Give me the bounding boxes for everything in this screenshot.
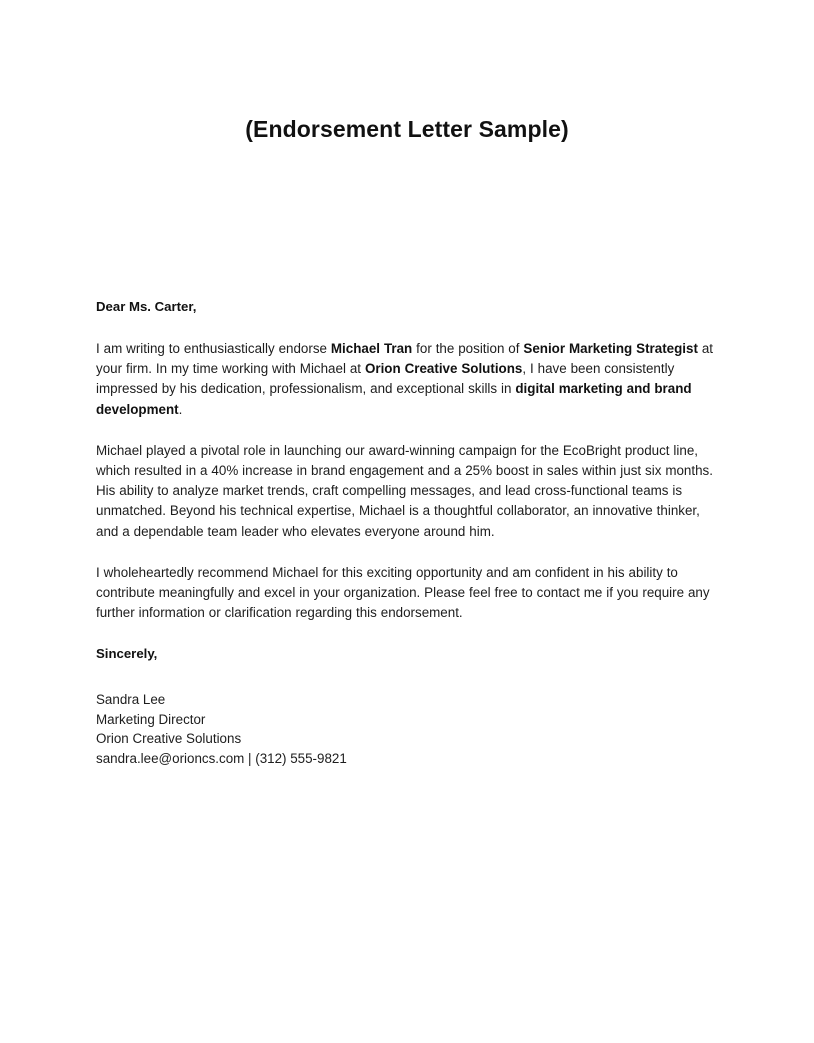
paragraph-endorsement-intro: I am writing to enthusiastically endorse Michael Tran for the position of Senior Marketing Strategist at your firm. In my time working with Michael at Orion Creative Solutions, I have been consistently impressed by his dedication, professionalism, and exceptional skills in digital marketing and brand development. [96, 341, 714, 417]
emphasis-text: Orion Creative Solutions [364, 361, 523, 377]
paragraph-achievements: Michael played a pivotal role in launching our award-winning campaign for the EcoBright product line, which resulted in a 40% increase in brand engagement and a 25% boost in sales within just six months. His ability to analyze market trends, craft compelling messages, and lead cross-functional teams is unmatched. Beyond his technical expertise, Michael is a thoughtful collaborator, an innovative thinker, and a dependable team leader who elevates everyone around him. [96, 442, 713, 539]
signature-block [96, 690, 720, 768]
salutation: Dear Ms. Carter, [96, 299, 197, 314]
signer-job-title: Marketing Director [96, 711, 206, 727]
emphasis-text: digital marketing and brand development [96, 381, 692, 417]
emphasis-text: Michael Tran [330, 341, 413, 356]
page-title: (Endorsement Letter Sample) [245, 116, 569, 142]
signer-company: Orion Creative Solutions [96, 731, 242, 747]
paragraph-list [96, 339, 720, 623]
closing-line: Sincerely, [96, 646, 158, 662]
emphasis-text: Senior Marketing Strategist [523, 341, 698, 356]
letter-body [96, 297, 720, 768]
signer-name: Sandra Lee [96, 692, 166, 708]
paragraph-recommendation: I wholeheartedly recommend Michael for this exciting opportunity and am confident in his ability to contribute meaningfully and excel in your organization. Please feel free to contact me if you require any further information or clarification regarding this endorsement. [96, 564, 710, 621]
signer-contact: sandra.lee@orioncs.com | (312) 555-9821 [96, 750, 347, 766]
